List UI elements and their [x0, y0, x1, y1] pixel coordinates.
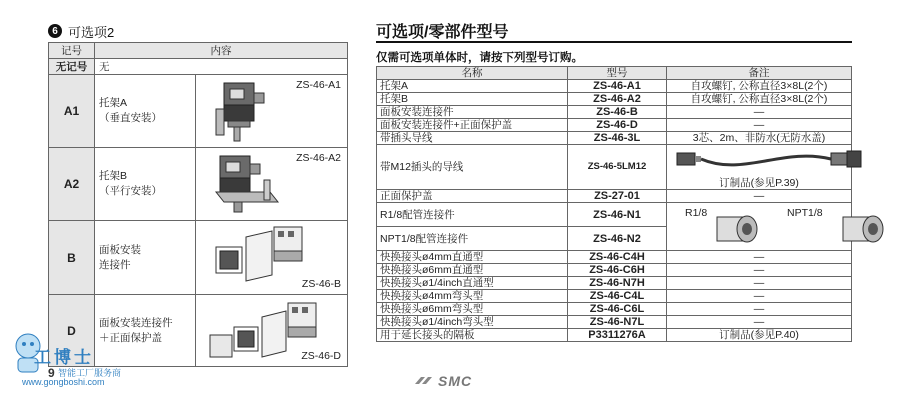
- row-description: [95, 75, 196, 148]
- part-name: 快换接头ø4mm弯头型: [377, 290, 568, 303]
- table-row: [377, 203, 852, 227]
- part-note: —: [667, 316, 852, 329]
- desc-line: 托架A: [99, 97, 128, 109]
- page-subtitle: 仅需可选项单体时，请按下列型号订购。: [376, 52, 583, 64]
- part-note: 自攻螺钉, 公称直径3×8L(2个): [667, 80, 852, 93]
- table-header-row: [49, 43, 348, 59]
- desc-line: 托架B: [99, 170, 128, 182]
- panel-mount-image: [212, 223, 322, 293]
- smc-logo-icon: [413, 374, 435, 388]
- r18-label: R1/8: [685, 207, 708, 219]
- header-content: 内容: [95, 43, 348, 59]
- part-note: 3芯、2m、非防水(无防水盖): [667, 132, 852, 145]
- part-model: ZS-46-N2: [568, 227, 667, 251]
- part-model: ZS-46-A1: [568, 80, 667, 93]
- m12-cable-image: [673, 147, 873, 177]
- section-number-badge: 6: [48, 24, 62, 38]
- smc-logo-text: SMC: [438, 373, 473, 389]
- part-note: —: [667, 106, 852, 119]
- part-note: —: [667, 251, 852, 264]
- table-row: [377, 119, 852, 132]
- row-code: A2: [49, 148, 95, 221]
- part-note: —: [667, 277, 852, 290]
- header-model: 型号: [568, 67, 667, 80]
- table-row: [377, 277, 852, 290]
- part-name: 托架A: [377, 80, 568, 93]
- panel-mount-cover-image: [206, 295, 326, 365]
- table-row: [377, 93, 852, 106]
- npt18-label: NPT1/8: [787, 207, 823, 219]
- part-name: R1/8配管连接件: [377, 203, 568, 227]
- part-model: ZS-46-5LM12: [568, 145, 667, 190]
- part-note: —: [667, 303, 852, 316]
- table-row: [377, 264, 852, 277]
- part-name: 快换接头ø6mm直通型: [377, 264, 568, 277]
- model-label: ZS-46-D: [301, 350, 341, 362]
- desc-line: （垂直安装）: [99, 112, 162, 124]
- row-content: 无: [95, 59, 348, 75]
- part-model: ZS-46-N1: [568, 203, 667, 227]
- npt18-fitting-image: [837, 209, 897, 249]
- table-row: [377, 106, 852, 119]
- part-model: ZS-46-D: [568, 119, 667, 132]
- part-name: 面板安装连接件+正面保护盖: [377, 119, 568, 132]
- product-image-cell: [196, 75, 348, 148]
- page-title: 可选项/零部件型号: [376, 24, 509, 41]
- part-name: 用于延长接头的隔板: [377, 329, 568, 342]
- part-note: —: [667, 190, 852, 203]
- part-note: 订制品(参见P.39): [719, 177, 799, 189]
- desc-line: 面板安装连接件: [99, 316, 173, 329]
- bracket-b-image: [208, 152, 288, 218]
- row-code: D: [49, 295, 95, 367]
- row-description: [95, 221, 196, 295]
- table-row: [377, 80, 852, 93]
- table-row: [377, 303, 852, 316]
- table-row: [377, 316, 852, 329]
- desc-line: 连接件: [99, 258, 131, 271]
- part-name: 快换接头ø1/4inch弯头型: [377, 316, 568, 329]
- table-row: [49, 148, 348, 221]
- row-description: [95, 148, 196, 221]
- table-row: [49, 59, 348, 75]
- model-label: ZS-46-A2: [296, 152, 341, 164]
- model-label: ZS-46-A1: [296, 79, 341, 91]
- header-code: 记号: [49, 43, 95, 59]
- desc-line: ＋正面保护盖: [99, 331, 162, 344]
- table-row: [377, 190, 852, 203]
- product-image-cell: [196, 148, 348, 221]
- header-note: 备注: [667, 67, 852, 80]
- part-name: 快换接头ø1/4inch直通型: [377, 277, 568, 290]
- header-name: 名称: [377, 67, 568, 80]
- r18-fitting-image: [711, 209, 771, 249]
- product-image-cell: [196, 221, 348, 295]
- row-code: 无记号: [49, 59, 95, 75]
- part-model: ZS-27-01: [568, 190, 667, 203]
- part-note: —: [667, 264, 852, 277]
- part-note-cell: [667, 145, 852, 190]
- table-header-row: [377, 67, 852, 80]
- row-code: A1: [49, 75, 95, 148]
- smc-logo: [413, 373, 472, 389]
- part-model: ZS-46-C6H: [568, 264, 667, 277]
- title-divider: [376, 41, 852, 43]
- part-note: 订制品(参见P.40): [667, 329, 852, 342]
- part-model: ZS-46-A2: [568, 93, 667, 106]
- section-title: 可选项2: [68, 24, 115, 40]
- part-model: ZS-46-N7H: [568, 277, 667, 290]
- bracket-a-image: [210, 79, 280, 145]
- table-row: [377, 132, 852, 145]
- option-table: [48, 42, 348, 367]
- table-row: [377, 145, 852, 190]
- part-model: ZS-46-B: [568, 106, 667, 119]
- part-note: —: [667, 119, 852, 132]
- table-row: [49, 75, 348, 148]
- part-model: ZS-46-C6L: [568, 303, 667, 316]
- part-name: 正面保护盖: [377, 190, 568, 203]
- fittings-image-cell: [667, 203, 852, 251]
- option-section-header: [48, 22, 114, 40]
- product-image-cell: [196, 295, 348, 367]
- watermark-url: www.gongboshi.com: [22, 377, 105, 387]
- table-row: [49, 221, 348, 295]
- table-row: [377, 251, 852, 264]
- part-name: 快换接头ø4mm直通型: [377, 251, 568, 264]
- part-note: 自攻螺钉, 公称直径3×8L(2个): [667, 93, 852, 106]
- table-row: [377, 329, 852, 342]
- part-name: 带M12插头的导线: [377, 145, 568, 190]
- part-model: ZS-46-C4H: [568, 251, 667, 264]
- part-model: ZS-46-C4L: [568, 290, 667, 303]
- part-name: 快换接头ø6mm弯头型: [377, 303, 568, 316]
- part-model: ZS-46-N7L: [568, 316, 667, 329]
- desc-line: （平行安装）: [99, 185, 162, 197]
- part-name: 面板安装连接件: [377, 106, 568, 119]
- part-name: 托架B: [377, 93, 568, 106]
- part-note: —: [667, 290, 852, 303]
- watermark-subtitle: 智能工厂服务商: [58, 368, 122, 378]
- part-model: ZS-46-3L: [568, 132, 667, 145]
- table-row: [377, 290, 852, 303]
- desc-line: 面板安装: [99, 243, 141, 256]
- part-model: P3311276A: [568, 329, 667, 342]
- parts-table: [376, 66, 852, 342]
- model-label: ZS-46-B: [301, 278, 341, 290]
- part-name: NPT1/8配管连接件: [377, 227, 568, 251]
- row-code: B: [49, 221, 95, 295]
- part-name: 带插头导线: [377, 132, 568, 145]
- page-number: 9: [48, 366, 55, 380]
- watermark-text: 工博士: [34, 348, 94, 368]
